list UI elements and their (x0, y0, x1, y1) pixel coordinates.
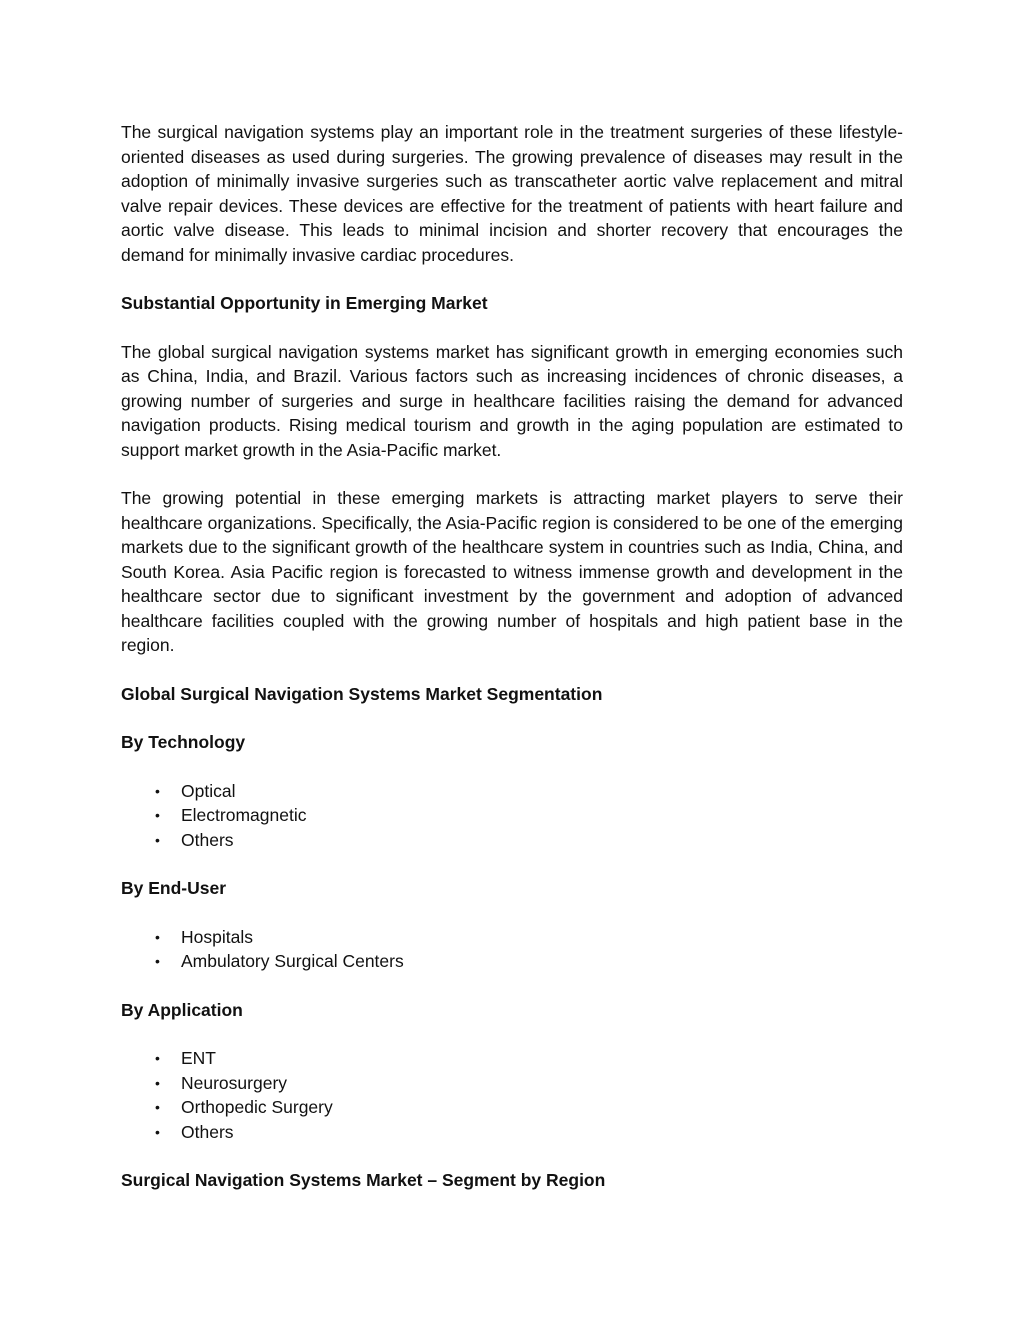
list-item-label: Electromagnetic (181, 805, 307, 825)
list-item (121, 1071, 903, 1096)
end-user-list (121, 925, 903, 974)
technology-list (121, 779, 903, 853)
bullet-icon: • (155, 1123, 160, 1140)
list-item (121, 1046, 903, 1071)
opportunity-heading: Substantial Opportunity in Emerging Market (121, 293, 488, 313)
application-list (121, 1046, 903, 1144)
list-item-label: ENT (181, 1048, 216, 1068)
list-item (121, 1120, 903, 1145)
list-item-label: Neurosurgery (181, 1072, 288, 1093)
list-item (121, 828, 903, 853)
document-page (121, 120, 903, 1217)
list-item-label: Others (181, 1121, 234, 1142)
bullet-icon: • (155, 782, 160, 799)
bullet-icon: • (155, 928, 160, 945)
segmentation-heading: Global Surgical Navigation Systems Market Segmentation (121, 683, 603, 704)
list-item-label: Orthopedic Surgery (181, 1097, 333, 1117)
list-item-label: Others (181, 829, 234, 850)
list-item (121, 925, 903, 950)
region-heading: Surgical Navigation Systems Market – Segment by Region (121, 1170, 606, 1190)
intro-paragraph: The surgical navigation systems play an important role in the treatment surgeries of these lifestyle-oriented diseases as used during surgeries. The growing prevalence of diseases may result in the adoption of minimally invasive surgeries such as transcatheter aortic valve replacement and mitral valve repair devices. These devices are effective for the treatment of patients with heart failure and aortic valve disease. This leads to minimal incision and shorter recovery that encourages the demand for minimally invasive cardiac procedures. (121, 122, 903, 265)
bullet-icon: • (155, 807, 160, 823)
emerging-economies-paragraph: The global surgical navigation systems market has significant growth in emerging economies such as China, India, and Brazil. Various factors such as increasing incidences of chronic diseases, a growing number of surgeries and surge in healthcare facilities raising the demand for advanced navigation products. Rising medical tourism and growth in the aging population are estimated to support market growth in the Asia-Pacific market. (121, 341, 903, 460)
bullet-icon: • (155, 831, 160, 848)
list-item (121, 949, 903, 974)
list-item-label: Ambulatory Surgical Centers (181, 951, 404, 971)
list-item (121, 1095, 903, 1120)
list-item (121, 779, 903, 804)
bullet-icon: • (155, 1074, 160, 1091)
asia-pacific-paragraph: The growing potential in these emerging markets is attracting market players to serve their healthcare organizations. Specifically, the Asia-Pacific region is considered to be one of the emerging markets due to the significant growth of the healthcare system in countries such as India, China, and South Korea. Asia Pacific region is forecasted to witness immense growth and development in the healthcare sector due to significant investment by the government and adoption of advanced healthcare facilities coupled with the growing number of hospitals and high patient base in the region. (121, 488, 903, 655)
list-item (121, 803, 903, 828)
bullet-icon: • (155, 1099, 160, 1115)
end-user-heading: By End-User (121, 878, 227, 898)
application-heading: By Application (121, 999, 243, 1020)
list-item-label: Optical (181, 780, 236, 801)
technology-heading: By Technology (121, 732, 246, 752)
bullet-icon: • (155, 953, 160, 969)
list-item-label: Hospitals (181, 926, 253, 947)
bullet-icon: • (155, 1050, 160, 1066)
